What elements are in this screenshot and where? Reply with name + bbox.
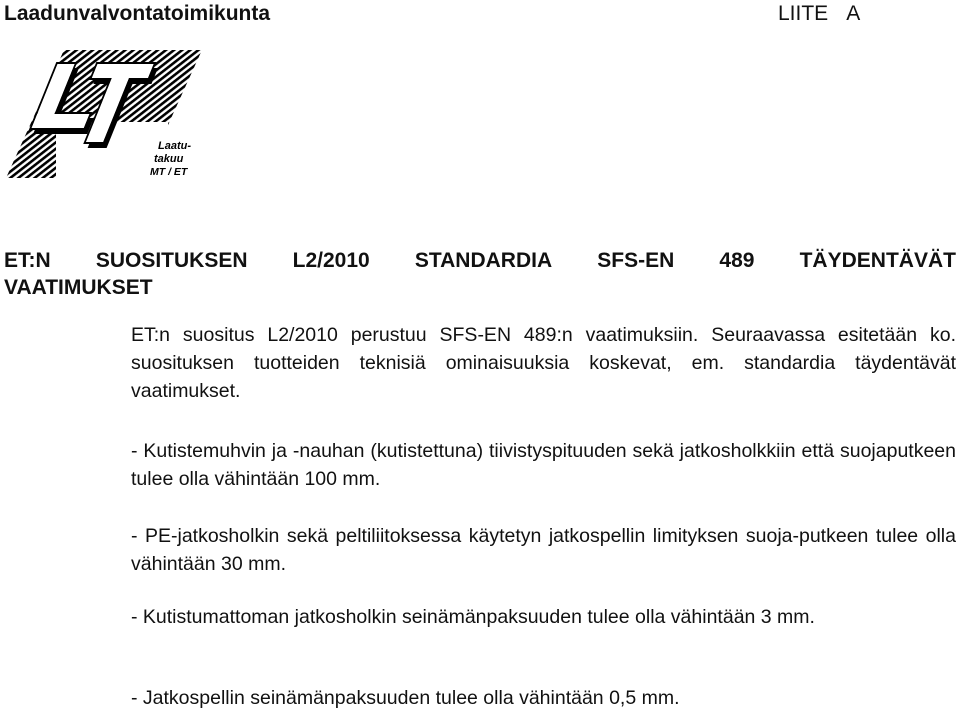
logo-text-line2: takuu — [154, 153, 184, 165]
title-word: STANDARDIA — [414, 249, 553, 272]
requirement-overlap: - PE-jatkosholkin sekä peltiliitoksessa käytetyn jatkospellin limityksen suoja-putkeen tulee olla vähintään 30 mm. — [131, 525, 956, 575]
requirement-sheet-wall: - Jatkospellin seinämänpaksuuden tulee olla vähintään 0,5 mm. — [131, 687, 680, 709]
requirement-sleeve-wall: - Kutistumattoman jatkosholkin seinämänpaksuuden tulee olla vähintään 3 mm. — [131, 606, 815, 628]
title-line-2: VAATIMUKSET — [4, 276, 153, 299]
title-word: SFS-EN — [597, 249, 675, 272]
intro-paragraph: ET:n suositus L2/2010 perustuu SFS-EN 489:n vaatimuksiin. Seuraavassa esitetään ko. suosituksen tuotteiden teknisiä ominaisuuksia koskevat, em. standardia täydentävät vaatimukset. — [131, 324, 956, 402]
title-word: L2/2010 — [292, 249, 370, 272]
annex-label — [778, 2, 860, 26]
document-title — [4, 247, 956, 301]
requirement-sealing-length: - Kutistemuhvin ja -nauhan (kutistettuna) tiivistyspituuden sekä jatkosholkkiin että suojaputkeen tulee olla vähintään 100 mm. — [131, 440, 956, 490]
annex-word: LIITE — [778, 2, 829, 25]
logo-text-line3: MT / ET — [150, 166, 188, 178]
title-word: SUOSITUKSEN — [95, 249, 248, 272]
title-word: TÄYDENTÄVÄT — [799, 249, 956, 272]
title-line-1 — [4, 247, 956, 274]
logo-text-line1: Laatu- — [158, 140, 191, 152]
annex-letter: A — [846, 2, 861, 25]
laatutakuu-logo — [4, 48, 204, 180]
title-word: 489 — [719, 249, 755, 272]
title-word: ET:N — [4, 249, 51, 272]
organization-name: Laadunvalvontatoimikunta — [4, 2, 271, 25]
